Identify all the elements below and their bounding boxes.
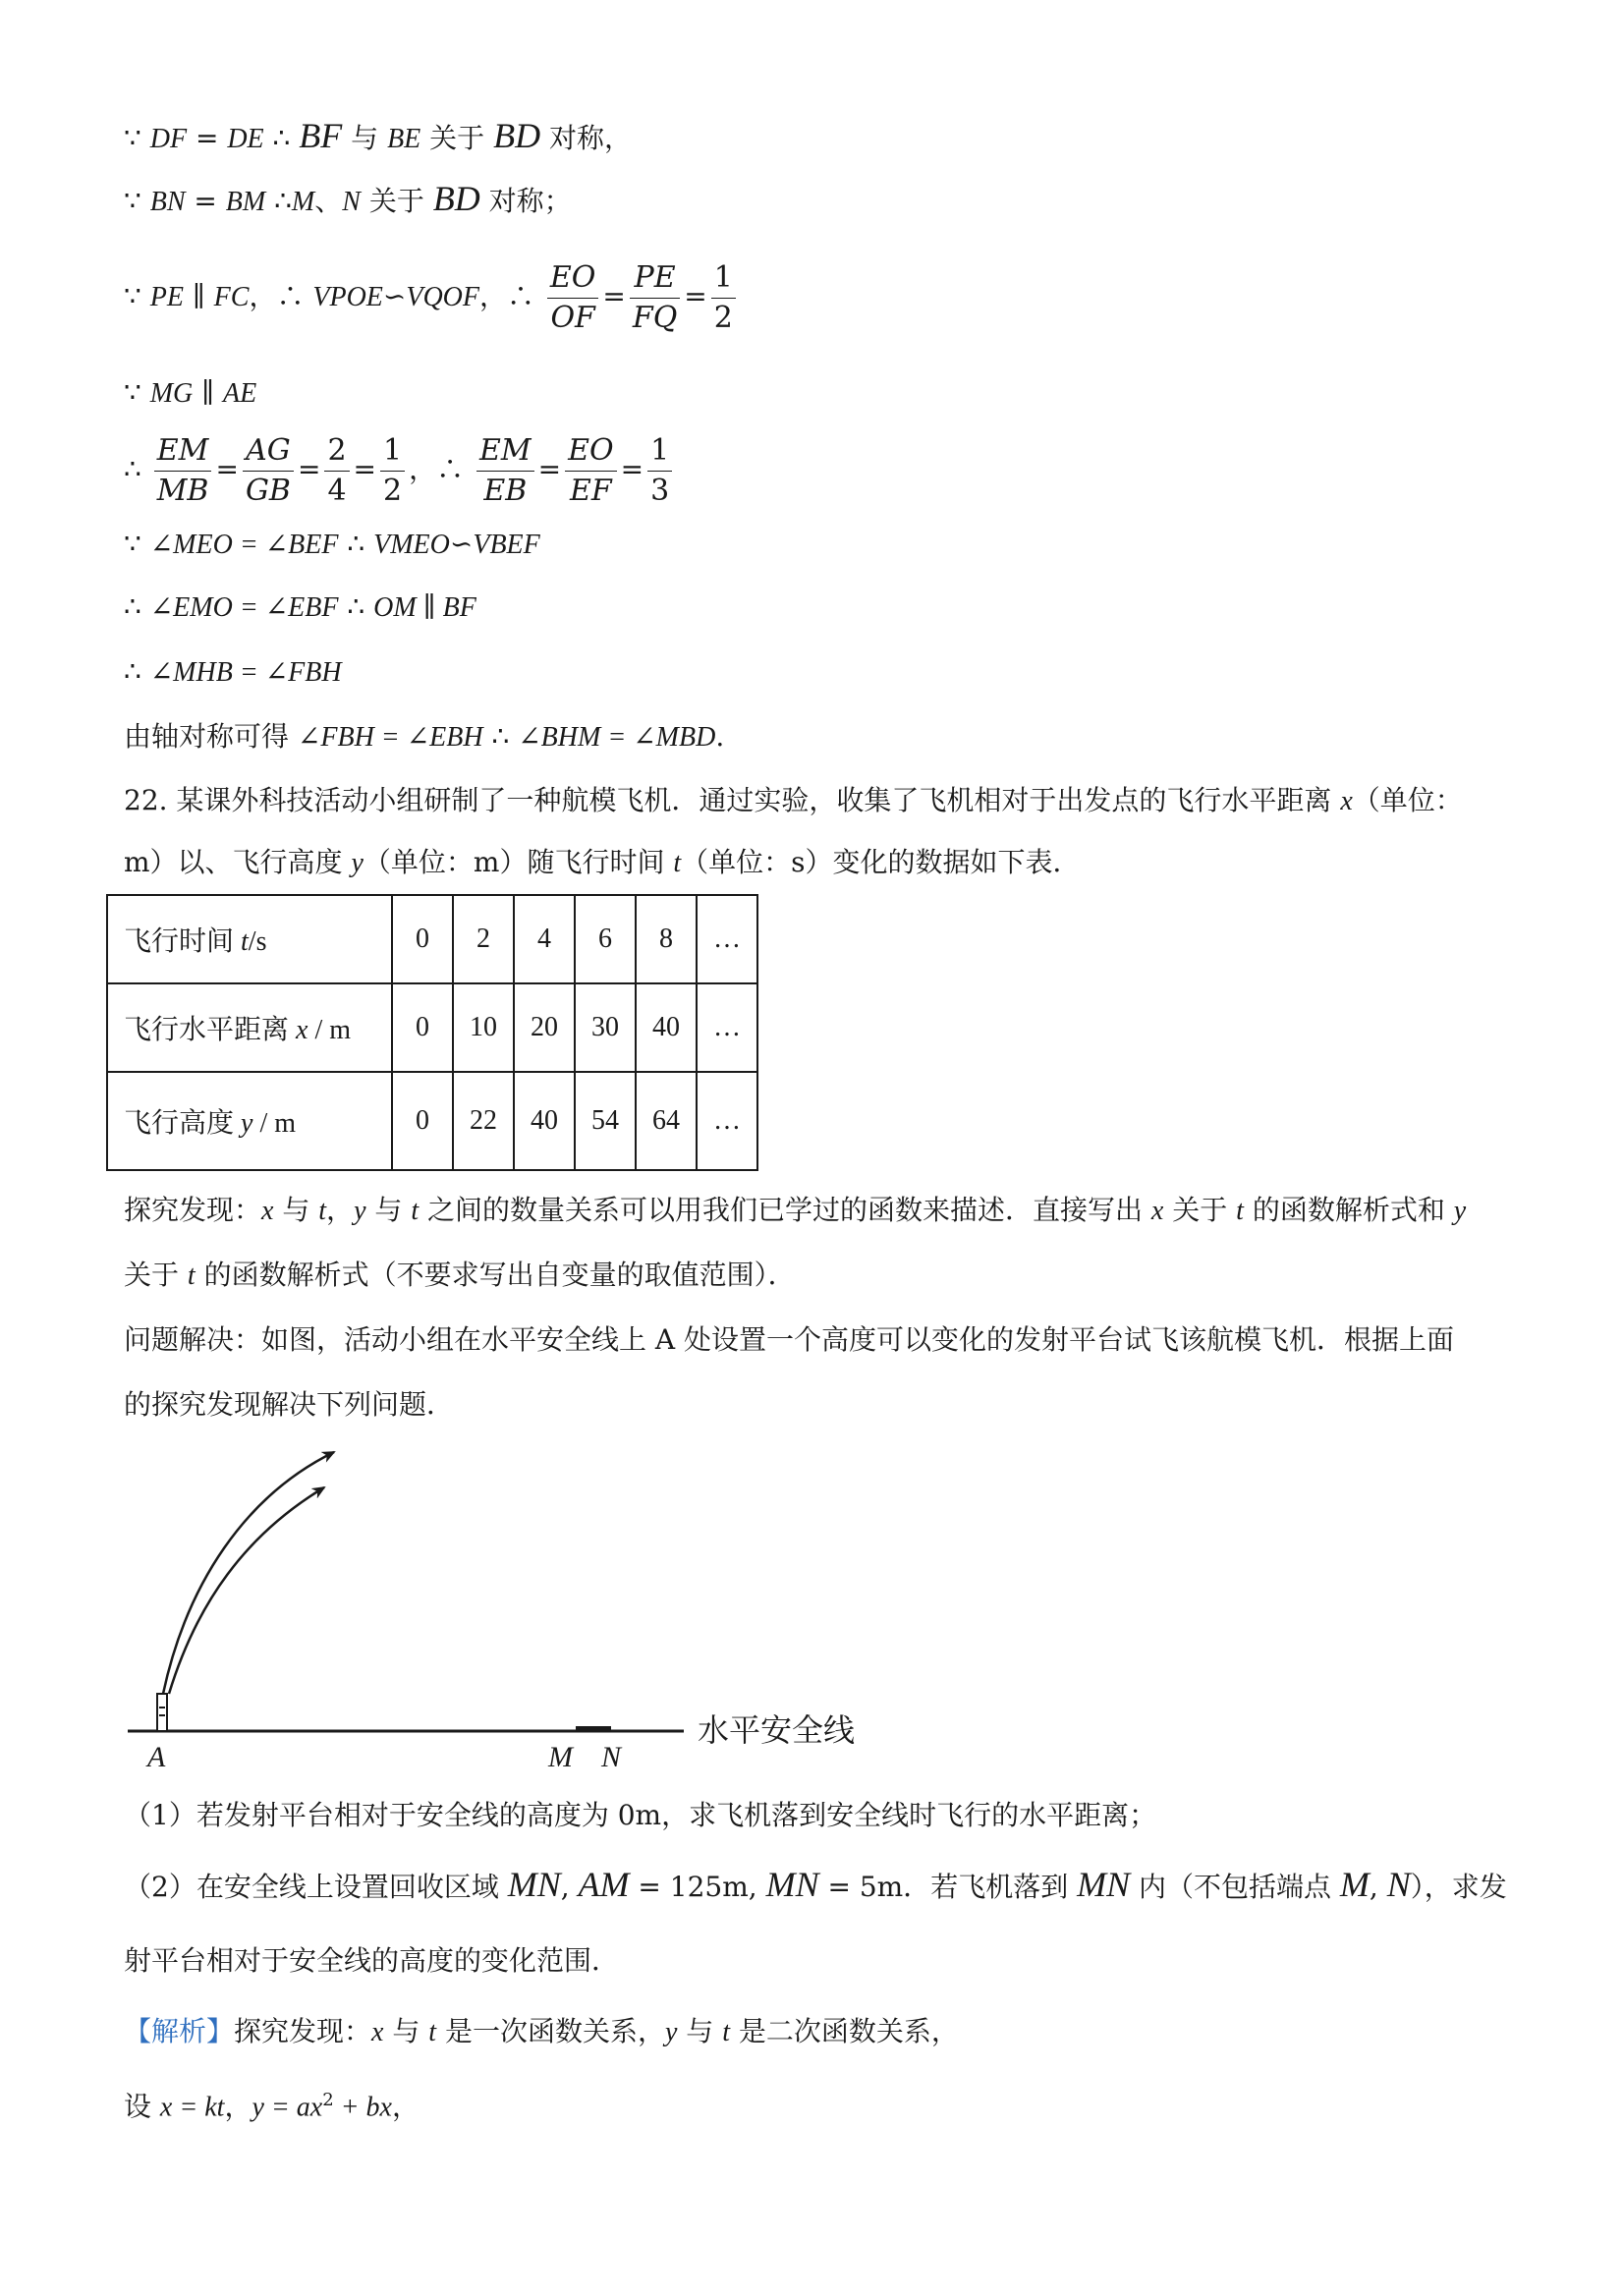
text: 射平台相对于安全线的高度的变化范围． — [124, 1944, 620, 1977]
fraction-one-half — [711, 258, 736, 338]
denominator: MB — [156, 474, 209, 508]
flight-diagram — [118, 1436, 923, 1782]
proof-line-9 — [124, 717, 724, 757]
math-term: BD — [432, 179, 480, 218]
proof-line-8 — [124, 652, 342, 693]
table-cell: 6 — [575, 895, 636, 983]
equals: = — [187, 122, 228, 154]
text: 的探究发现解决下列问题． — [124, 1388, 455, 1421]
proof-line-6 — [124, 525, 540, 565]
text: ， — [326, 1194, 355, 1226]
flight-data-table — [106, 894, 758, 1171]
equation: x = kt — [159, 2092, 225, 2123]
therefore-symbol: ∴ — [265, 185, 292, 217]
table-row — [107, 895, 757, 983]
math-term: MN — [1077, 1865, 1131, 1904]
text: 关于 — [360, 185, 433, 217]
text: 设 — [124, 2090, 160, 2123]
label: 飞行水平距离 — [124, 1015, 297, 1045]
equals: = — [537, 453, 562, 485]
unit: / m — [308, 1015, 352, 1045]
text: 22. 某课外科技活动小组研制了一种航模飞机．通过实验，收集了飞机相对于出发点的飞行水平距离 — [124, 784, 1341, 816]
analysis-line-1 — [124, 2012, 959, 2052]
angle-equation: ∠MHB = ∠FBH — [149, 657, 342, 688]
math-term: BN — [149, 187, 186, 217]
math-term: M — [291, 187, 315, 217]
numerator: EM — [154, 431, 212, 472]
because-symbol: ∵ — [124, 280, 150, 312]
row-header-distance — [107, 983, 392, 1072]
text: 是二次函数关系， — [730, 2015, 959, 2047]
equals: = — [620, 453, 644, 485]
variable-x: x — [261, 1196, 274, 1226]
text: . — [715, 720, 725, 753]
math-term: AE — [223, 378, 257, 409]
proof-line-1 — [124, 116, 632, 159]
fraction-one-half — [380, 431, 405, 511]
proof-line-5 — [124, 426, 676, 513]
because-symbol: ∵ — [124, 528, 150, 560]
text: （单位：s）变化的数据如下表． — [681, 846, 1081, 878]
numerator: EO — [547, 258, 599, 299]
table-cell: 22 — [453, 1072, 514, 1170]
problem-22-line-1 — [124, 781, 1463, 821]
variable-t: t — [428, 2017, 437, 2047]
text: 探究发现： — [124, 1194, 262, 1226]
text: （1）若发射平台相对于安全线的高度为 0m，求飞机落到安全线时飞行的水平距离； — [124, 1799, 1157, 1831]
denominator: EB — [483, 474, 528, 508]
numerator: PE — [630, 258, 680, 299]
text: 、 — [314, 185, 343, 217]
text: 问题解决：如图，活动小组在水平安全线上 A 处设置一个高度可以变化的发射平台试飞该航模飞机．根据上面 — [124, 1323, 1455, 1356]
therefore-symbol: ∴ — [124, 655, 150, 688]
therefore-symbol: ∴ — [263, 122, 300, 154]
table-cell: … — [697, 895, 757, 983]
text: （单位： — [1352, 784, 1463, 816]
therefore-symbol: ∴ — [482, 720, 519, 753]
variable-x: x — [296, 1015, 308, 1045]
text: 的函数解析式（不要求写出自变量的取值范围）． — [195, 1259, 796, 1291]
label-m: M — [548, 1741, 573, 1773]
proof-line-7 — [124, 588, 476, 628]
text: ， — [224, 2090, 252, 2123]
fraction-ag-gb — [243, 431, 294, 511]
table-cell: … — [697, 1072, 757, 1170]
math-term: DE — [227, 124, 264, 154]
math-term: BF — [299, 116, 343, 155]
table-cell: 0 — [392, 895, 453, 983]
therefore-symbol: ∴ — [338, 528, 374, 560]
unit: /s — [248, 926, 267, 957]
therefore-symbol: ∴ — [124, 590, 150, 623]
text: 之间的数量关系可以用我们已学过的函数来描述．直接写出 — [419, 1194, 1151, 1226]
table-row — [107, 1072, 757, 1170]
math-term: FC — [213, 282, 250, 312]
variable-t: t — [187, 1260, 196, 1291]
label: 飞行高度 — [124, 1108, 242, 1139]
math-term: M — [1339, 1865, 1370, 1904]
text: ， — [391, 2090, 420, 2123]
parallel-statement: OM ∥ BF — [373, 592, 476, 623]
numerator: 1 — [380, 431, 405, 472]
math-term: DF — [149, 124, 188, 154]
fraction-eo-ef — [565, 431, 617, 511]
math-term: BE — [387, 124, 421, 154]
text: = 125m, — [629, 1871, 766, 1903]
numerator: 1 — [711, 258, 736, 299]
proof-line-3 — [124, 253, 740, 341]
variable-y: y — [351, 848, 364, 878]
numerator: 1 — [647, 431, 672, 472]
therefore-symbol: ∴ — [338, 590, 374, 623]
text: 与 — [677, 2015, 723, 2047]
problem-22-line-2 — [124, 843, 1081, 883]
because-symbol: ∵ — [124, 122, 150, 154]
fraction-two-fourths — [324, 431, 349, 511]
text: , — [1369, 1871, 1387, 1903]
text: （2）在安全线上设置回收区域 — [124, 1871, 508, 1903]
question-2-line-2 — [124, 1941, 619, 1981]
text: 是一次函数关系， — [436, 2015, 665, 2047]
launch-platform — [157, 1694, 167, 1731]
text: （单位：m）随飞行时间 — [363, 846, 674, 878]
question-2-line-1 — [124, 1865, 1507, 1907]
numerator: EM — [476, 431, 534, 472]
table-cell: 40 — [514, 1072, 575, 1170]
fraction-pe-fq — [630, 258, 680, 338]
text: 关于 — [124, 1259, 188, 1291]
table-cell: 8 — [636, 895, 697, 983]
text: 与 — [342, 122, 388, 154]
variable-y: y — [1453, 1196, 1467, 1226]
text: m）以、飞行高度 — [124, 846, 352, 878]
math-term: N — [342, 187, 361, 217]
math-term: N — [1386, 1865, 1411, 1904]
solve-line-2 — [124, 1385, 454, 1425]
angle-equation: ∠EMO = ∠EBF — [149, 592, 339, 623]
variable-t: t — [411, 1196, 420, 1226]
fraction-one-third — [647, 431, 672, 511]
analysis-tag: 【解析】 — [124, 2015, 235, 2047]
row-header-height — [107, 1072, 392, 1170]
angle-equation: ∠MEO = ∠BEF — [149, 530, 339, 560]
equals: = — [185, 185, 226, 217]
variable-t: t — [318, 1196, 327, 1226]
text: 与 — [383, 2015, 429, 2047]
variable-y: y — [664, 2017, 678, 2047]
therefore-symbol: ，∴ — [249, 280, 313, 312]
text: 关于 — [1163, 1194, 1237, 1226]
variable-x: x — [371, 2017, 384, 2047]
therefore-symbol: ∴ — [124, 453, 150, 485]
text: 的函数解析式和 — [1243, 1194, 1454, 1226]
explore-line-1 — [124, 1191, 1466, 1231]
text: 探究发现： — [234, 2015, 372, 2047]
table-cell: 4 — [514, 895, 575, 983]
variable-t: t — [241, 926, 249, 957]
numerator: 2 — [324, 431, 349, 472]
table-cell: … — [697, 983, 757, 1072]
equation: + bx — [333, 2092, 392, 2123]
text: 关于 — [420, 122, 494, 154]
variable-x: x — [1150, 1196, 1164, 1226]
equals: = — [297, 453, 321, 485]
equals: = — [602, 280, 626, 312]
text: ），求发 — [1410, 1871, 1507, 1903]
text: , — [560, 1871, 579, 1903]
label: 飞行时间 — [124, 926, 242, 957]
similar-triangles: VMEO∽VBEF — [373, 530, 540, 560]
question-1 — [124, 1796, 1156, 1835]
math-term: MN — [507, 1865, 561, 1904]
denominator: 2 — [383, 474, 403, 508]
denominator: GB — [245, 474, 291, 508]
explore-line-2 — [124, 1256, 796, 1296]
denominator: EF — [569, 474, 612, 508]
denominator: 4 — [327, 474, 347, 508]
text: 与 — [273, 1194, 319, 1226]
table-cell: 20 — [514, 983, 575, 1072]
parallel-symbol: ∥ — [183, 280, 214, 312]
therefore-symbol: ，∴ — [409, 453, 473, 485]
math-term: BM — [225, 187, 266, 217]
analysis-line-2 — [124, 2081, 420, 2127]
table-cell: 0 — [392, 983, 453, 1072]
denominator: FQ — [632, 301, 678, 335]
table-cell: 30 — [575, 983, 636, 1072]
label-n: N — [601, 1741, 622, 1773]
text: 由轴对称可得 — [124, 720, 298, 753]
equals: = — [353, 453, 376, 485]
denominator: OF — [550, 301, 595, 335]
text: 对称； — [479, 185, 572, 217]
table-cell: 64 — [636, 1072, 697, 1170]
denominator: 3 — [650, 474, 670, 508]
variable-y: y — [354, 1196, 366, 1226]
variable-x: x — [1340, 786, 1353, 816]
table-cell: 2 — [453, 895, 514, 983]
unit: / m — [252, 1108, 297, 1139]
row-header-time — [107, 895, 392, 983]
denominator: 2 — [713, 301, 733, 335]
variable-y: y — [241, 1108, 253, 1139]
math-term: MN — [765, 1865, 819, 1904]
safety-line-label: 水平安全线 — [698, 1711, 856, 1749]
table-cell: 0 — [392, 1072, 453, 1170]
variable-t: t — [722, 2017, 730, 2047]
equation: y = ax — [252, 2092, 323, 2123]
text: = 5m．若飞机落到 — [818, 1871, 1078, 1903]
table-cell: 40 — [636, 983, 697, 1072]
text: 对称， — [540, 122, 632, 154]
table-cell: 10 — [453, 983, 514, 1072]
fraction-em-eb — [476, 431, 534, 511]
math-term: MG — [149, 378, 194, 409]
math-term: BD — [493, 116, 541, 155]
variable-t: t — [673, 848, 682, 878]
math-term: PE — [149, 282, 184, 312]
label-a: A — [147, 1741, 166, 1773]
similar-triangles: VPOE∽VQOF — [312, 282, 479, 312]
text: 与 — [365, 1194, 412, 1226]
numerator: AG — [243, 431, 294, 472]
parallel-symbol: ∥ — [193, 376, 223, 409]
numerator: EO — [565, 431, 617, 472]
proof-line-2 — [124, 179, 572, 222]
fraction-eo-of — [547, 258, 599, 338]
math-term: AM — [578, 1865, 630, 1904]
because-symbol: ∵ — [124, 185, 150, 217]
variable-t: t — [1236, 1196, 1244, 1226]
angle-equation: ∠BHM = ∠MBD — [518, 722, 716, 753]
fraction-em-mb — [154, 431, 212, 511]
because-symbol: ∵ — [124, 376, 150, 409]
equals: = — [215, 453, 239, 485]
solve-line-1 — [124, 1320, 1454, 1360]
table-cell: 54 — [575, 1072, 636, 1170]
text: 内（不包括端点 — [1130, 1871, 1340, 1903]
table-row — [107, 983, 757, 1072]
angle-equation: ∠FBH = ∠EBH — [297, 722, 483, 753]
equals: = — [684, 280, 707, 312]
therefore-symbol: ，∴ — [479, 280, 543, 312]
trajectory-upper — [163, 1452, 334, 1694]
superscript: 2 — [322, 2090, 334, 2110]
proof-line-4 — [124, 373, 256, 414]
